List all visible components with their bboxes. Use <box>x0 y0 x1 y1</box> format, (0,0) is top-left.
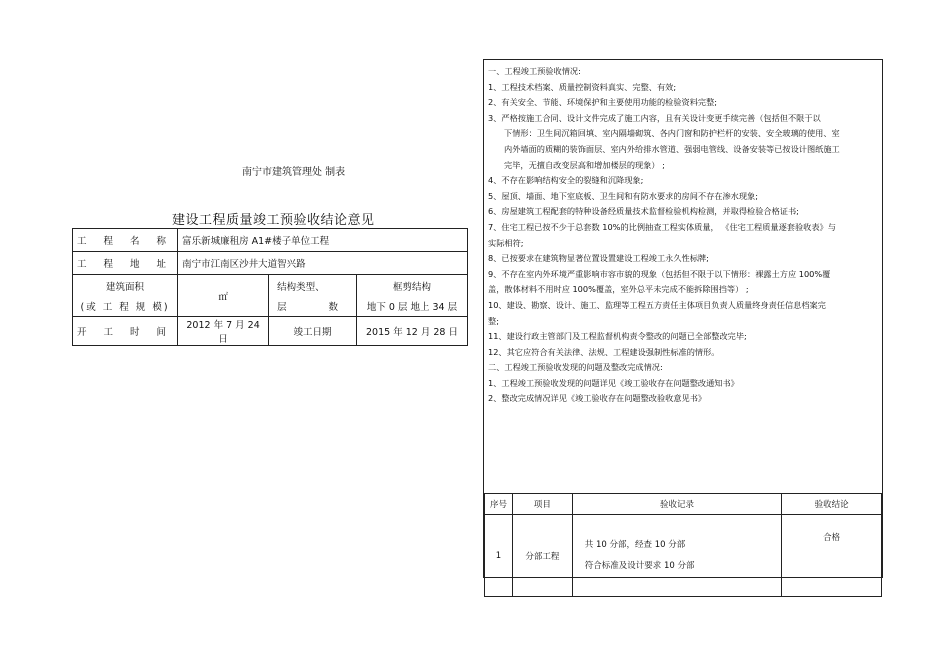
row-conclusion: 合格 <box>782 515 882 597</box>
note-line: 8、已按要求在建筑物显著位置设置建设工程竣工永久性标牌; <box>488 253 709 264</box>
note-line: 3、严格按施工合同、设计文件完成了施工内容，且有关设计变更手续完善（包括但不限于以 <box>488 112 821 123</box>
note-line: 12、其它应符合有关法律、法规、工程建设强制性标准的情形。 <box>488 346 720 357</box>
note-line: 整; <box>488 315 499 326</box>
note-line: 9、不存在室内外环境严重影响市容市貌的现象（包括但不限于以下情形：裸露土方应 100%覆 <box>488 268 831 279</box>
area-label-cell <box>73 275 178 317</box>
note-line: 2、有关安全、节能、环境保护和主要使用功能的检验资料完整; <box>488 97 718 108</box>
row-record <box>572 515 781 597</box>
table-row <box>73 229 468 252</box>
structure-type-value: 框剪结构 <box>392 281 431 293</box>
note-line: 4、不存在影响结构安全的裂缝和沉降现象; <box>488 175 644 186</box>
issuer-line: 南宁市建筑管理处 制表 <box>242 167 346 178</box>
end-date-label: 竣工日期 <box>269 317 357 346</box>
address-value: 南宁市江南区沙井大道智兴路 <box>178 252 468 275</box>
floors-label-a: 层 <box>277 301 287 313</box>
note-line: 二、工程竣工预验收发现的问题及整改完成情况: <box>488 362 663 373</box>
area-unit: ㎡ <box>218 291 228 303</box>
record-line-2: 符合标准及设计要求 10 分部 <box>584 560 695 571</box>
floors-label-b: 数 <box>328 301 338 313</box>
structure-label-cell <box>269 275 357 317</box>
col-header-conclusion: 验收结论 <box>782 494 882 515</box>
project-info-table <box>72 228 468 346</box>
note-line: 内外墙面的质糊的装饰面层、室内外给排水管道、强弱电管线、设备安装等已按设计图纸施工 <box>504 143 840 154</box>
table-row <box>485 515 882 597</box>
note-line: 实际相符; <box>488 237 524 248</box>
note-line: 11、建设行政主管部门及工程监督机构责令整改的问题已全部整改完毕; <box>488 331 747 342</box>
col-header-no: 序号 <box>485 494 513 515</box>
col-header-item: 项目 <box>512 494 572 515</box>
note-line: 1、工程竣工预验收发现的问题详见《竣工验收存在问题整改通知书》 <box>488 377 739 388</box>
acceptance-panel <box>483 59 883 578</box>
start-date-label: 开 工 时 间 <box>73 317 178 346</box>
address-label: 工 程 地 址 <box>73 252 178 275</box>
floors-value: 地下 0 层 地上 34 层 <box>366 301 458 313</box>
project-name-label: 工 程 名 称 <box>73 229 178 252</box>
table-row <box>73 275 468 317</box>
note-line: 2、整改完成情况详见《竣工验收存在问题整改验收意见书》 <box>488 393 707 404</box>
table-row <box>73 252 468 275</box>
document-title: 建设工程质量竣工预验收结论意见 <box>172 213 375 228</box>
note-line: 盖，散体材料不用时应 100%覆盖，室外总平未完成不能拆除围挡等） ; <box>488 284 749 295</box>
structure-type-label: 结构类型、 <box>277 281 325 293</box>
note-line: 完毕，无擅自改变层高和增加楼层的现象） ; <box>504 159 665 170</box>
note-line: 10、建设、勘察、设计、施工、监理等工程五方责任主体项目负责人质量终身责任信息档案完 <box>488 299 826 310</box>
note-line: 一、工程竣工预验收情况: <box>488 66 581 76</box>
acceptance-notes <box>488 64 876 407</box>
note-line: 5、屋顶、墙面、地下室底板、卫生间和有防水要求的房间不存在渗水现象; <box>488 190 758 201</box>
area-scale-label: (或 工 程 规 模) <box>80 301 170 313</box>
structure-value-cell <box>356 275 467 317</box>
start-date-value: 2012 年 7 月 24 日 <box>178 317 269 346</box>
table-header-row <box>485 494 882 515</box>
area-label: 建筑面积 <box>106 281 145 293</box>
row-item: 分部工程 <box>512 515 572 597</box>
note-line: 7、住宅工程已按不少于总套数 10%的比例抽查工程实体质量， 《住宅工程质量逐套验收表》与 <box>488 221 836 232</box>
record-line-1: 共 10 分部，经查 10 分部 <box>584 539 686 550</box>
end-date-value: 2015 年 12 月 28 日 <box>356 317 467 346</box>
note-line: 6、房屋建筑工程配套的特种设备经质量技术监督检验机构检测，并取得检验合格证书; <box>488 206 799 217</box>
col-header-record: 验收记录 <box>572 494 781 515</box>
note-line: 下情形：卫生间沉箱回填、室内隔墙砌筑、各内门窗和防护栏杆的安装、安全玻璃的使用、室 <box>504 128 840 139</box>
row-no: 1 <box>485 515 513 597</box>
note-line: 1、工程技术档案、质量控制资料真实、完整、有效; <box>488 81 677 92</box>
table-row <box>73 317 468 346</box>
acceptance-table <box>484 493 882 597</box>
area-value-cell <box>178 275 269 317</box>
project-name-value: 富乐新城廉租房 A1#楼子单位工程 <box>178 229 468 252</box>
